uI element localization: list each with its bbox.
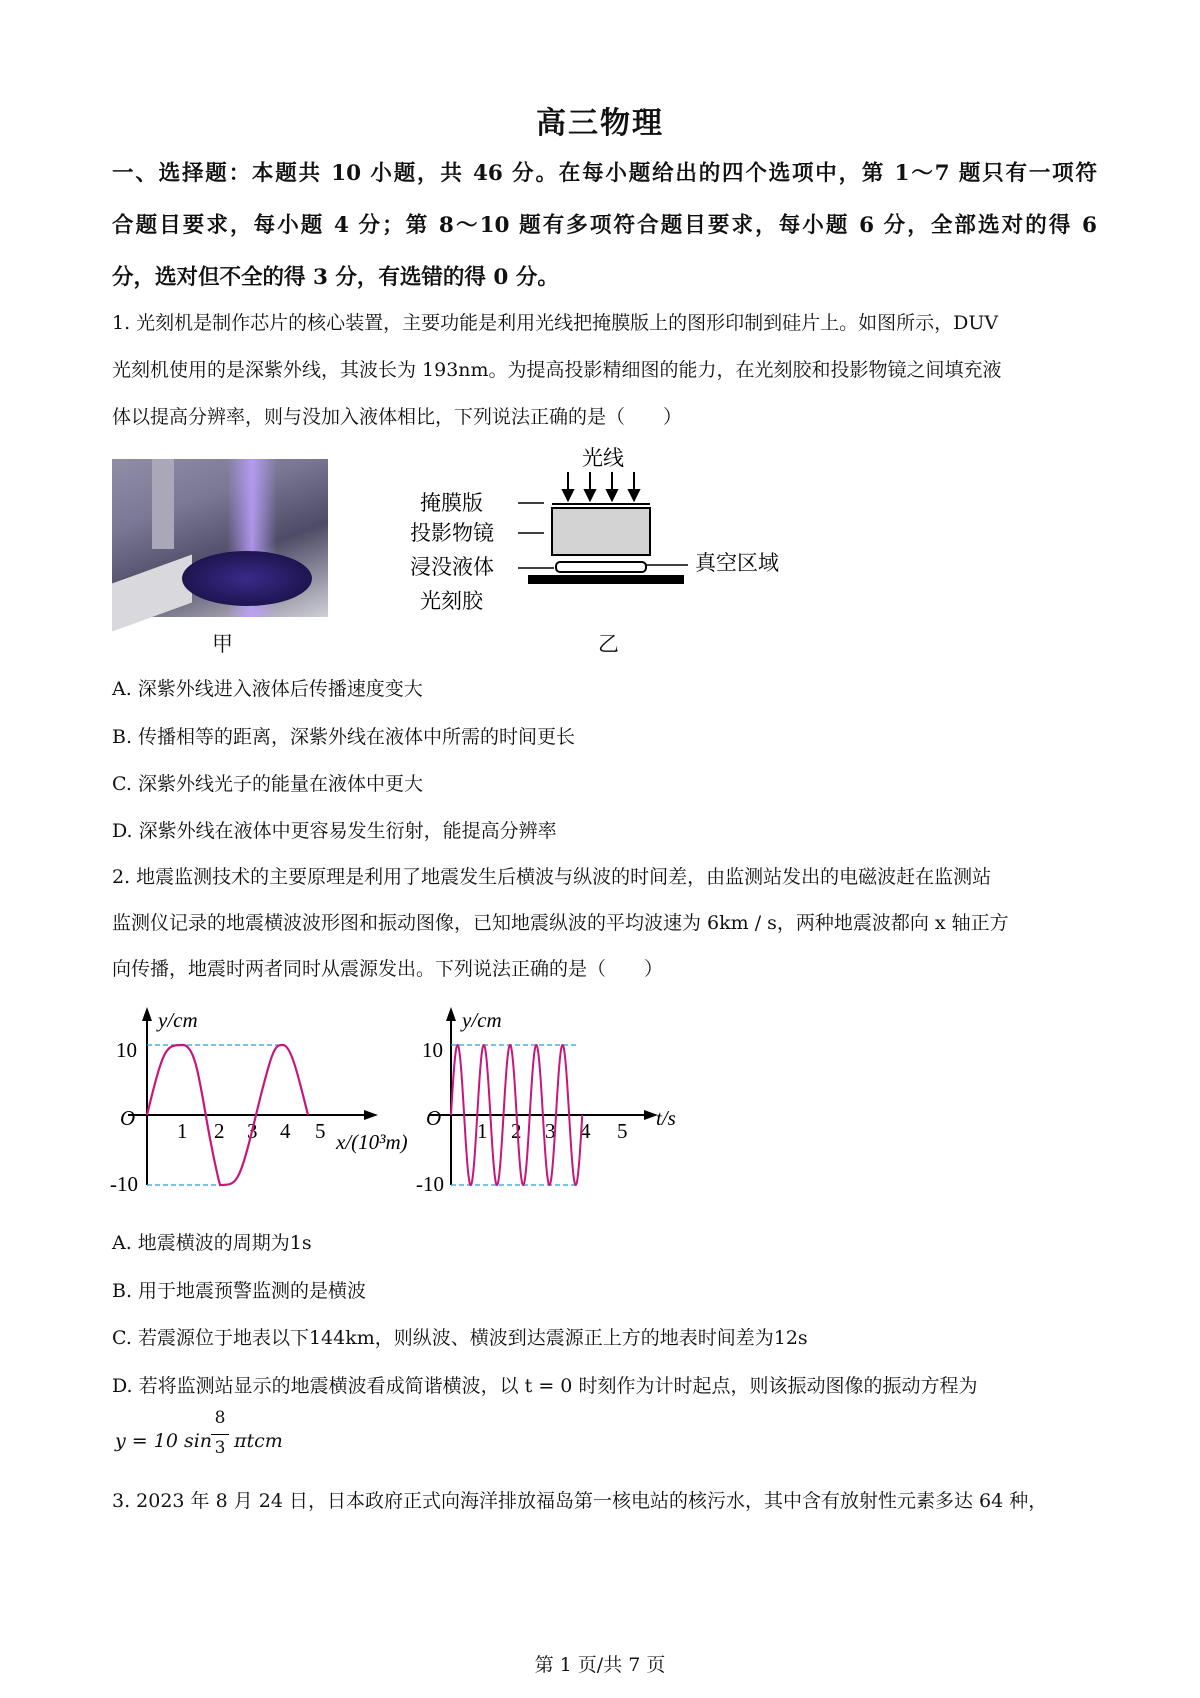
q2-option-c: C. 若震源位于地表以下144km，则纵波、横波到达震源正上方的地表时间差为12s [112, 1327, 808, 1349]
left-xlabel: x/(10³m) [336, 1130, 408, 1154]
right-ylabel: y/cm [462, 1008, 502, 1032]
q1-line-1: 1. 光刻机是制作芯片的核心装置，主要功能是利用光线把掩膜版上的图形印制到硅片上。如图所示，DUV [112, 312, 999, 334]
left-ytick-10: 10 [116, 1038, 137, 1062]
q2-line-1: 2. 地震监测技术的主要原理是利用了地震发生后横波与纵波的时间差，由监测站发出的电磁波赶在监测站 [112, 866, 992, 888]
left-xtick-5: 5 [315, 1119, 326, 1143]
left-ytick-neg10: -10 [110, 1172, 138, 1196]
page-title: 高三物理 [536, 106, 664, 141]
page-footer: 第 1 页/共 7 页 [534, 1654, 666, 1676]
q2-option-a: A. 地震横波的周期为1s [112, 1232, 312, 1254]
label-liquid: 浸没液体 [410, 555, 494, 579]
lithography-diagram [410, 440, 810, 630]
label-vacuum: 真空区域 [695, 551, 779, 575]
left-origin: O [120, 1106, 136, 1130]
fraction-bar [211, 1434, 229, 1435]
section-line-1: 一、选择题：本题共 10 小题，共 46 分。在每小题给出的四个选项中，第 1～7 题只有一项符 [112, 161, 1097, 186]
q1-option-b: B. 传播相等的距离，深紫外线在液体中所需的时间更长 [112, 726, 576, 748]
right-xtick-3: 3 [545, 1119, 556, 1143]
label-mask: 掩膜版 [420, 491, 483, 515]
q2-option-d: D. 若将监测站显示的地震横波看成简谐横波，以 t = 0 时刻作为计时起点，则该振动图像的振动方程为 [112, 1375, 978, 1397]
right-xtick-5: 5 [617, 1119, 628, 1143]
q1-option-c: C. 深紫外线光子的能量在液体中更大 [112, 773, 423, 795]
equation-denominator: 3 [214, 1438, 226, 1458]
q3-line-1: 3. 2023 年 8 月 24 日，日本政府正式向海洋排放福岛第一核电站的核污水，其中含有放射性元素多达 64 种， [112, 1490, 1048, 1512]
label-light: 光线 [582, 446, 624, 470]
right-ytick-10: 10 [422, 1038, 443, 1062]
right-origin: O [426, 1106, 442, 1130]
equation-numerator: 8 [214, 1408, 226, 1428]
caption-jia: 甲 [212, 632, 233, 656]
waveform-graph [108, 1003, 453, 1198]
q1-option-d: D. 深紫外线在液体中更容易发生衍射，能提高分辨率 [112, 820, 557, 842]
right-xtick-4: 4 [580, 1119, 591, 1143]
equation-rhs: πtcm [234, 1430, 283, 1452]
label-resist: 光刻胶 [420, 589, 483, 613]
q1-line-3: 体以提高分辨率，则与没加入液体相比，下列说法正确的是（ ） [112, 406, 683, 428]
left-xtick-1: 1 [177, 1119, 188, 1143]
right-ytick-neg10: -10 [416, 1172, 444, 1196]
q2-line-3: 向传播，地震时两者同时从震源发出。下列说法正确的是（ ） [112, 958, 664, 980]
left-ylabel: y/cm [158, 1008, 198, 1032]
q1-line-2: 光刻机使用的是深紫外线，其波长为 193nm。为提高投影精细图的能力，在光刻胶和投影物镜之间填充液 [112, 359, 1002, 381]
equation-lhs: y = 10 sin [115, 1430, 213, 1452]
right-xlabel: t/s [656, 1106, 676, 1130]
left-xtick-2: 2 [214, 1119, 225, 1143]
vibration-graph [416, 1003, 720, 1198]
q1-option-a: A. 深紫外线进入液体后传播速度变大 [112, 678, 423, 700]
left-xtick-4: 4 [280, 1119, 291, 1143]
left-xtick-3: 3 [247, 1119, 258, 1143]
right-xtick-2: 2 [511, 1119, 522, 1143]
q2-option-b: B. 用于地震预警监测的是横波 [112, 1280, 367, 1302]
lithography-photo [112, 459, 328, 617]
section-line-2: 合题目要求，每小题 4 分；第 8～10 题有多项符合题目要求，每小题 6 分，全部选对的得 6 [112, 213, 1097, 238]
label-lens: 投影物镜 [410, 521, 494, 545]
caption-yi: 乙 [598, 632, 619, 656]
section-line-3: 分，选对但不全的得 3 分，有选错的得 0 分。 [112, 265, 559, 290]
q2-line-2: 监测仪记录的地震横波波形图和振动图像，已知地震纵波的平均波速为 6km / s，两种地震波都向 x 轴正方 [112, 912, 1009, 934]
right-xtick-1: 1 [477, 1119, 488, 1143]
